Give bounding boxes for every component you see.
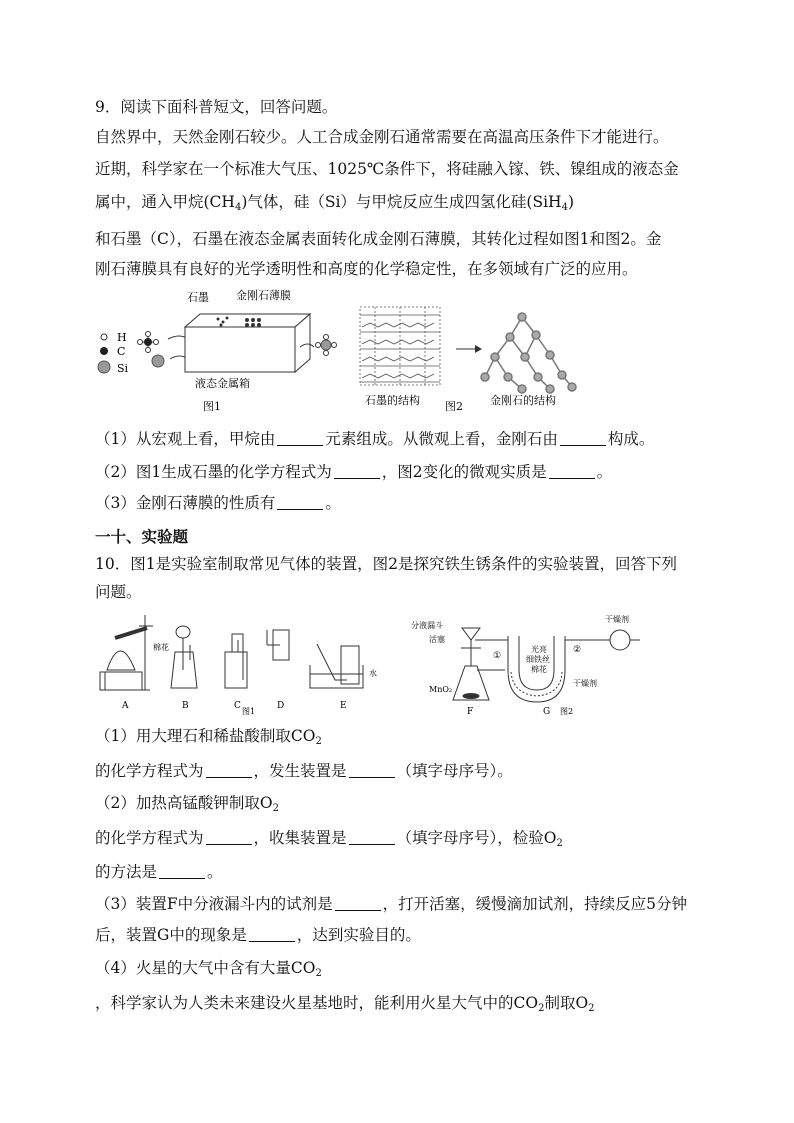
text: 。 <box>207 863 223 881</box>
text: （2）加热高锰酸钾制取O <box>95 794 273 812</box>
diamond-film-label: 金刚石薄膜 <box>236 289 291 302</box>
legend-si-label: Si <box>117 362 129 375</box>
subscript: 2 <box>556 838 563 849</box>
legend-h-label: H <box>117 331 127 344</box>
text: （2）图1生成石墨的化学方程式为 <box>95 463 332 481</box>
text: 。 <box>325 494 341 512</box>
text: （1）从宏观上看，甲烷由 <box>95 430 276 448</box>
water-label: 水 <box>369 669 377 678</box>
label-e: E <box>340 701 347 711</box>
q10-sub-4b <box>95 992 595 1020</box>
graphite-label: 石墨 <box>187 291 209 304</box>
apparatus-g-icon <box>475 630 640 702</box>
q10-sub-2c <box>95 861 223 883</box>
fine-wire-label: 细铁丝 <box>526 655 550 664</box>
q10-fig2-caption: 图2 <box>560 707 574 716</box>
subscript: 2 <box>588 1003 595 1014</box>
subscript: 4 <box>561 202 568 213</box>
graphite-structure-caption: 石墨的结构 <box>365 394 420 407</box>
answer-blank[interactable] <box>159 864 205 879</box>
apparatus-f-icon <box>453 628 505 700</box>
text: ，发生装置是 <box>253 762 347 780</box>
q10-sub-4a <box>95 957 322 985</box>
answer-blank[interactable] <box>277 495 323 510</box>
text: 后，装置G中的现象是 <box>95 926 247 944</box>
text: 制取O <box>544 994 589 1012</box>
text: （3）装置F中分液漏斗内的试剂是 <box>95 895 333 913</box>
text: 。 <box>596 463 613 481</box>
text: ，科学家认为人类未来建设火星基地时，能利用火星大气中的CO <box>95 994 539 1012</box>
q9-sub-2 <box>95 461 612 483</box>
desiccant-bottom-label: 干燥剂 <box>573 679 597 688</box>
q9-paragraph-5: 刚石薄膜具有良好的光学透明性和高度的化学稳定性，在多领域有广泛的应用。 <box>95 260 638 278</box>
graphite-structure-icon <box>360 307 440 385</box>
q9-title: 9．阅读下面科普短文，回答问题。 <box>95 98 338 116</box>
liquid-metal-box <box>185 314 310 372</box>
q10-sub-1a <box>95 725 322 753</box>
text: 的方法是 <box>95 863 158 881</box>
legend-c-atom <box>100 347 108 355</box>
answer-blank[interactable] <box>334 464 380 479</box>
text: （1）用大理石和稀盐酸制取CO <box>95 727 316 745</box>
sih4-molecule-icon <box>316 335 337 356</box>
legend-h-atom <box>101 334 107 340</box>
q9-sub-3 <box>95 492 341 514</box>
text: （填字母序号）。 <box>396 762 513 780</box>
q9-paragraph-3 <box>95 191 574 219</box>
mno2-label: MnO₂ <box>429 685 453 694</box>
fig2-caption: 图2 <box>445 400 463 413</box>
text: 元素组成。从微观上看，金刚石由 <box>325 430 558 448</box>
q10-line-1: 10．图1是实验室制取常见气体的装置，图2是探究铁生锈条件的实验装置，回答下列 <box>95 555 677 573</box>
q10-line-2: 问题。 <box>95 583 142 601</box>
label-d: D <box>277 701 285 711</box>
q9-figure <box>90 287 610 415</box>
text: ) <box>567 193 575 211</box>
answer-blank[interactable] <box>277 431 323 446</box>
text: 的化学方程式为 <box>95 829 204 847</box>
q10-sub-2b <box>95 827 563 855</box>
q10-sub-1b <box>95 760 513 782</box>
label-g: G <box>543 707 551 716</box>
subscript: 4 <box>234 202 242 213</box>
apparatus-a-icon <box>100 615 153 690</box>
text: )气体，硅（Si）与甲烷反应生成四氢化硅(SiH <box>241 193 562 211</box>
cotton2-label: 棉花 <box>531 665 547 674</box>
text: （4）火星的大气中含有大量CO <box>95 959 316 977</box>
stopcock-label: 活塞 <box>429 635 445 644</box>
q10-sub-3b <box>95 924 421 946</box>
q10-sub-2a <box>95 792 279 820</box>
methane-molecule-icon <box>138 332 159 353</box>
subscript: 2 <box>272 803 279 814</box>
q10-figure <box>95 610 695 716</box>
circle-2-label: ② <box>573 645 582 655</box>
label-b: B <box>182 701 189 711</box>
legend-c-label: C <box>117 345 126 358</box>
funnel-label: 分液漏斗 <box>411 621 443 630</box>
answer-blank[interactable] <box>349 830 395 845</box>
text: （填字母序号），检验O <box>396 829 557 847</box>
label-c: C <box>234 701 241 711</box>
q10-sub-3a <box>95 893 687 915</box>
answer-blank[interactable] <box>549 464 595 479</box>
subscript: 2 <box>315 736 322 747</box>
section-title: 一十、实验题 <box>95 528 189 546</box>
text: ，图2变化的微观实质是 <box>381 463 547 481</box>
q9-paragraph-4: 和石墨（C），石墨在液态金属表面转化成金刚石薄膜，其转化过程如图1和图2。金 <box>95 230 662 248</box>
answer-blank[interactable] <box>206 830 252 845</box>
text: 属中，通入甲烷(CH <box>95 193 235 211</box>
answer-blank[interactable] <box>335 896 381 911</box>
apparatus-e-icon <box>310 644 363 688</box>
apparatus-c-icon <box>225 634 247 688</box>
text: （3）金刚石薄膜的性质有 <box>95 494 276 512</box>
cotton-label: 棉花 <box>153 643 169 652</box>
apparatus-d-icon <box>267 630 289 660</box>
text: ，达到实验目的。 <box>296 926 421 944</box>
answer-blank[interactable] <box>560 431 606 446</box>
q9-sub-1 <box>95 428 654 450</box>
q9-paragraph-2: 近期，科学家在一个标准大气压、1025℃条件下，将硅融入镓、铁、镍组成的液态金 <box>95 160 679 178</box>
text: ，收集装置是 <box>253 829 347 847</box>
legend-si-atom <box>98 361 110 373</box>
label-a: A <box>122 701 129 711</box>
subscript: 2 <box>315 968 322 979</box>
text: 构成。 <box>607 430 655 448</box>
bright-label: 光亮 <box>531 645 547 654</box>
fig1-caption: 图1 <box>203 400 221 413</box>
diamond-structure-icon <box>481 313 576 393</box>
liquid-metal-label: 液态金属箱 <box>195 377 250 390</box>
q10-fig1-caption: 图1 <box>242 707 256 716</box>
circle-1-label: ① <box>493 651 502 661</box>
subscript: 2 <box>538 1003 545 1014</box>
answer-blank[interactable] <box>349 763 395 778</box>
diamond-structure-caption: 金刚石的结构 <box>490 394 556 407</box>
apparatus-b-icon <box>171 626 197 688</box>
answer-blank[interactable] <box>206 763 252 778</box>
text: ，打开活塞，缓慢滴加试剂，持续反应5分钟 <box>382 895 687 913</box>
label-f: F <box>467 707 474 716</box>
transform-arrow-icon <box>456 345 482 353</box>
silicon-atom-icon <box>152 355 164 367</box>
desiccant-top-label: 干燥剂 <box>605 615 629 624</box>
q9-paragraph-1: 自然界中，天然金刚石较少。人工合成金刚石通常需要在高温高压条件下才能进行。 <box>95 128 669 146</box>
text: 的化学方程式为 <box>95 762 204 780</box>
answer-blank[interactable] <box>249 927 295 942</box>
